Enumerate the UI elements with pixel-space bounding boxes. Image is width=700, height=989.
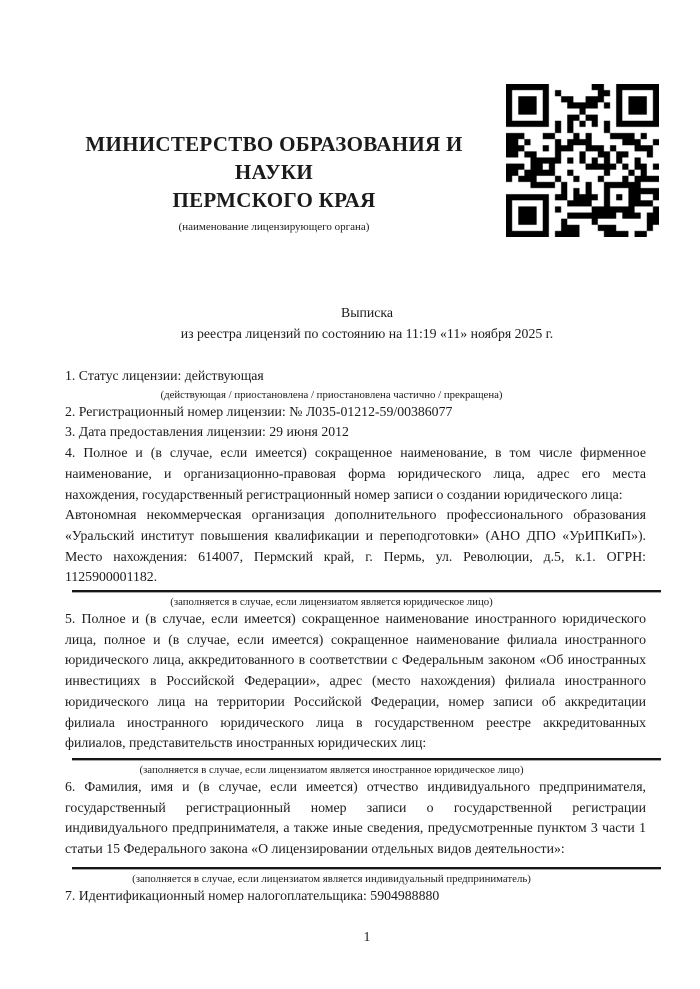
document-body xyxy=(65,366,646,906)
item-individual-entrepreneur: 6. Фамилия, имя и (в случае, если имеется) отчество индивидуального предпринимателя, государственный регистрационный номер записи о государственной регистрации индивидуального предпринимателя, а также иные сведения, предусмотренные пунктом 3 части 1 статьи 15 Федерального закона «О лицензировании отдельных видов деятельности»: xyxy=(65,778,646,857)
licensing-authority-block xyxy=(58,130,490,234)
fill-in-rule-individual-entrepreneur xyxy=(72,867,661,869)
document-title-line1: Выписка xyxy=(341,305,393,320)
item-foreign-entity: 5. Полное и (в случае, если имеется) сокращенное наименование иностранного юридического лица, полное и (в случае, если имеется) сокращенное наименование филиала иностранного юридического лица, аккредитованного в соответствии с Федеральным законом «Об иностранных инвестициях в Российской Федерации», адрес (место нахождения) филиала иностранного юридического лица на территории Российской Федерации, номер записи об аккредитации филиала иностранного юридического лица в государственном реестре аккредитованных филиалов, представительств иностранных юридических лиц: xyxy=(65,611,646,751)
item-license-status-caption: (действующая / приостановлена / приостановлена частично / прекращена) xyxy=(160,388,503,401)
fill-in-rule-foreign-entity xyxy=(72,758,661,760)
fill-in-caption-individual-entrepreneur: (заполняется в случае, если лицензиатом является индивидуальный предприниматель) xyxy=(132,872,531,885)
document-title xyxy=(65,302,669,344)
item-grant-date: 3. Дата предоставления лицензии: 29 июня 2012 xyxy=(65,424,349,440)
ministry-name-caption: (наименование лицензирующего органа) xyxy=(178,221,370,233)
page-number: 1 xyxy=(363,929,371,944)
fill-in-caption-legal-entity: (заполняется в случае, если лицензиатом является юридическое лицо) xyxy=(170,596,493,609)
ministry-name-line1: МИНИСТЕРСТВО ОБРАЗОВАНИЯ И НАУКИ xyxy=(85,132,463,184)
document-title-line2: из реестра лицензий по состоянию на 11:19 «11» ноября 2025 г. xyxy=(180,326,554,341)
item-registration-number: 2. Регистрационный номер лицензии: № Л035-01212-59/00386077 xyxy=(65,403,453,419)
ministry-name-line2: ПЕРМСКОГО КРАЯ xyxy=(172,188,376,212)
item-legal-entity-value: Автономная некоммерческая организация дополнительного профессионального образования «Уральский институт повышения квалификации и переподготовки» (АНО ДПО «УрИПКиП»). Место нахождения: 614007, Пермский край, г. Пермь, ул. Революции, д.5, к.1. ОГРН: 1125900001182. xyxy=(65,507,646,585)
fill-in-rule-legal-entity xyxy=(72,590,661,592)
fill-in-caption-foreign-entity: (заполняется в случае, если лицензиатом является иностранное юридическое лицо) xyxy=(139,763,524,776)
item-license-status: 1. Статус лицензии: действующая xyxy=(65,368,264,383)
item-legal-entity-label: 4. Полное и (в случае, если имеется) сокращенное наименование, в том числе фирменное наименование, и организационно-правовая форма юридического лица, адрес его места нахождения, государственный регистрационный номер записи о создании юридического лица: xyxy=(65,445,646,502)
item-taxpayer-id: 7. Идентификационный номер налогоплательщика: 5904988880 xyxy=(65,887,440,903)
qr-code-icon xyxy=(506,84,659,237)
